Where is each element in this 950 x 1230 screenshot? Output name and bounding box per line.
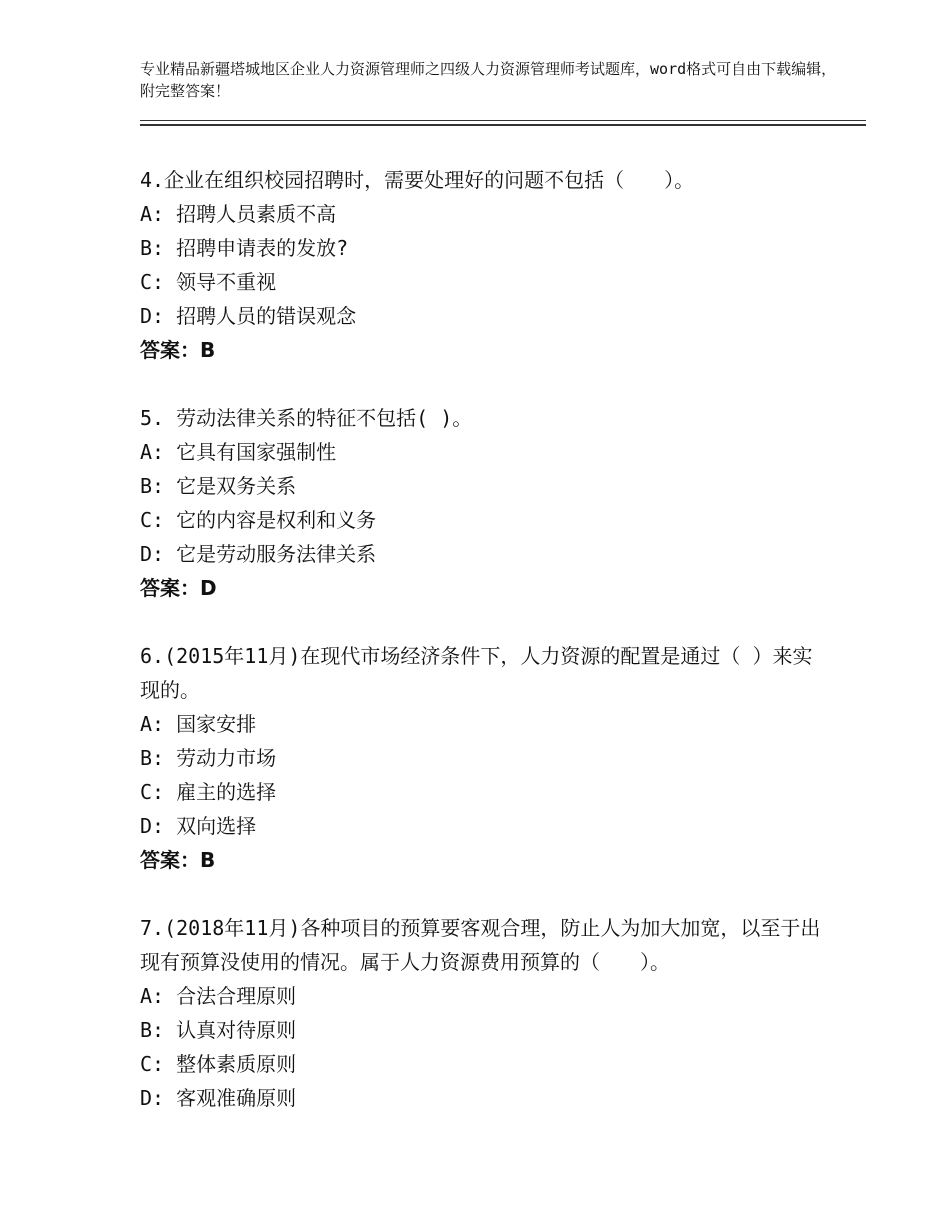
option-d bbox=[140, 299, 830, 333]
option-text: 双向选择 bbox=[176, 814, 257, 838]
option-text: 合法合理原则 bbox=[176, 984, 297, 1008]
option-letter: A: bbox=[140, 984, 165, 1008]
option-a bbox=[140, 707, 830, 741]
option-letter: A: bbox=[140, 440, 165, 464]
option-b bbox=[140, 231, 830, 265]
option-letter: C: bbox=[140, 780, 165, 804]
question-stem: 7.(2018年11月)各种项目的预算要客观合理，防止人为加大加宽，以至于出现有预算没使用的情况。属于人力资源费用预算的（ ）。 bbox=[140, 916, 821, 974]
option-text: 它是劳动服务法律关系 bbox=[176, 542, 377, 566]
option-letter: B: bbox=[140, 236, 165, 260]
option-text: 整体素质原则 bbox=[176, 1052, 297, 1076]
option-letter: D: bbox=[140, 814, 165, 838]
option-a bbox=[140, 435, 830, 469]
option-letter: B: bbox=[140, 746, 165, 770]
question-4 bbox=[140, 163, 830, 367]
option-b bbox=[140, 1013, 830, 1047]
option-text: 认真对待原则 bbox=[176, 1018, 297, 1042]
option-text: 它的内容是权利和义务 bbox=[176, 508, 377, 532]
question-6 bbox=[140, 639, 830, 877]
option-letter: D: bbox=[140, 1086, 165, 1110]
option-text: 招聘申请表的发放? bbox=[176, 236, 349, 260]
option-letter: C: bbox=[140, 1052, 165, 1076]
option-letter: C: bbox=[140, 508, 165, 532]
option-letter: A: bbox=[140, 712, 165, 736]
option-d bbox=[140, 537, 830, 571]
option-text: 劳动力市场 bbox=[176, 746, 277, 770]
option-letter: B: bbox=[140, 1018, 165, 1042]
question-stem: 6.(2015年11月)在现代市场经济条件下，人力资源的配置是通过（ ）来实现的。 bbox=[140, 644, 813, 702]
question-stem: 4.企业在组织校园招聘时，需要处理好的问题不包括（ ）。 bbox=[140, 168, 695, 192]
option-letter: D: bbox=[140, 542, 165, 566]
option-text: 它是双务关系 bbox=[176, 474, 297, 498]
option-b bbox=[140, 741, 830, 775]
option-d bbox=[140, 1081, 830, 1115]
option-c bbox=[140, 775, 830, 809]
question-5 bbox=[140, 401, 830, 605]
option-c bbox=[140, 265, 830, 299]
header-divider bbox=[140, 120, 866, 126]
option-a bbox=[140, 197, 830, 231]
option-text: 招聘人员素质不高 bbox=[176, 202, 337, 226]
option-letter: B: bbox=[140, 474, 165, 498]
document-header: 专业精品新疆塔城地区企业人力资源管理师之四级人力资源管理师考试题库，word格式可自由下载编辑，附完整答案！ bbox=[140, 60, 837, 100]
answer-label: 答案：B bbox=[140, 848, 216, 872]
answer-label: 答案：B bbox=[140, 338, 216, 362]
option-c bbox=[140, 1047, 830, 1081]
option-text: 雇主的选择 bbox=[176, 780, 277, 804]
answer-label: 答案：D bbox=[140, 576, 217, 600]
option-b bbox=[140, 469, 830, 503]
option-d bbox=[140, 809, 830, 843]
option-letter: C: bbox=[140, 270, 165, 294]
question-list bbox=[140, 163, 830, 1149]
question-stem: 5. 劳动法律关系的特征不包括( )。 bbox=[140, 406, 473, 430]
option-c bbox=[140, 503, 830, 537]
option-text: 领导不重视 bbox=[176, 270, 277, 294]
option-text: 招聘人员的错误观念 bbox=[176, 304, 357, 328]
question-7 bbox=[140, 911, 830, 1115]
option-a bbox=[140, 979, 830, 1013]
option-letter: A: bbox=[140, 202, 165, 226]
option-text: 它具有国家强制性 bbox=[176, 440, 337, 464]
option-text: 客观准确原则 bbox=[176, 1086, 297, 1110]
option-text: 国家安排 bbox=[176, 712, 257, 736]
option-letter: D: bbox=[140, 304, 165, 328]
